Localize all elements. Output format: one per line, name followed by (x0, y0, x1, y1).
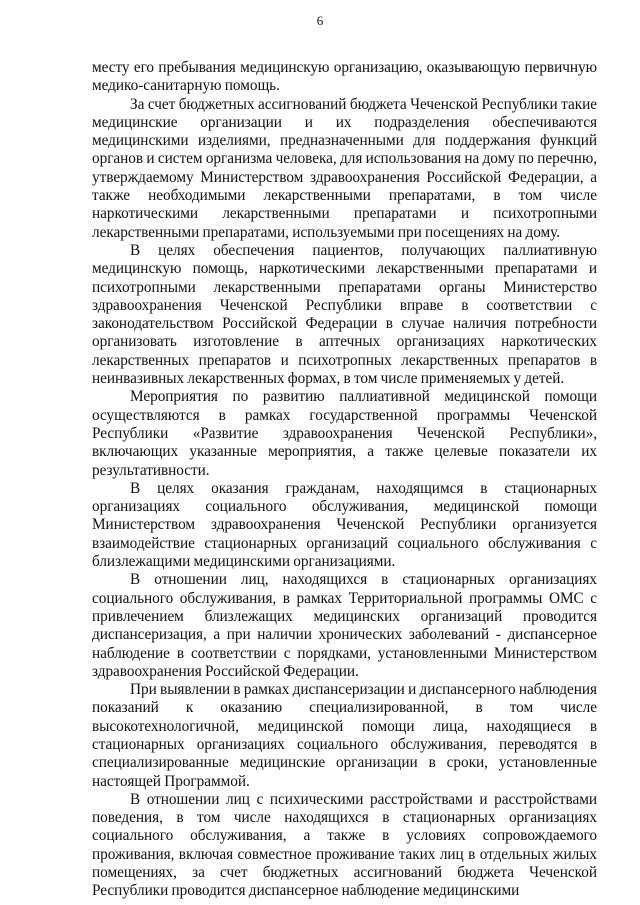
paragraph-continuation: месту его пребывания медицинскую организацию, оказывающую первичную медико-санитарную помощь. (92, 59, 597, 95)
paragraph-palliative-drugs: В целях обеспечения пациентов, получающих паллиативную медицинскую помощь, наркотическими лекарственными препаратами и психотропными лекарственными препаратами органы Министерство здравоохранения Чеченской Республики вправе в соответствии с законодательством Российской Федерации в случае наличия потребности организовать изготовление в аптечных организациях наркотических лекарственных препаратов и психотропных лекарственных препаратов в неинвазивных лекарственных формах, в том числе применяемых у детей. (92, 241, 597, 388)
page-number: 6 (316, 13, 324, 28)
paragraph-specialized-care: При выявлении в рамках диспансеризации и диспансерного наблюдения показаний к оказанию специализированной, в том числе высокотехнологичной, медицинской помощи лица, находящиеся в стационарных организациях социального обслуживания, переводятся в специализированные медицинские организации в сроки, установленные настоящей Программой. (92, 681, 597, 790)
paragraph-palliative-program: Мероприятия по развитию паллиативной медицинской помощи осуществляются в рамках государственной программы Чеченской Республики «Развитие здравоохранения Чеченской Республики», включающих указанные мероприятия, а также целевые показатели их результативности. (92, 388, 597, 479)
paragraph-dispensary-observation: В отношении лиц, находящихся в стационарных организациях социального обслуживания, в рамках Территориальной программы ОМС с привлечением близлежащих медицинских организаций проводится диспансеризация, а при наличии хронических заболеваний - диспансерное наблюдение в соответствии с порядками, установленными Министерством здравоохранения Российской Федерации. (92, 571, 597, 680)
paragraph-social-institutions: В целях оказания гражданам, находящимся в стационарных организациях социального обслуживания, медицинской помощи Министерством здравоохранения Чеченской Республики организуется взаимодействие стационарных организаций социального обслуживания с близлежащими медицинскими организациями. (92, 479, 597, 571)
paragraph-budget-funding: За счет бюджетных ассигнований бюджета Чеченской Республики такие медицинские организации и их подразделения обеспечиваются медицинскими изделиями, предназначенными для поддержания функций органов и систем организма человека, для использования на дому по перечню, утверждаемому Министерством здравоохранения Российской Федерации, а также необходимыми лекарственными препаратами, в том числе наркотическими лекарственными препаратами и психотропными лекарственными препаратами, используемыми при посещениях на дому. (92, 95, 597, 241)
document-body (92, 59, 597, 901)
paragraph-mental-disorders: В отношении лиц с психическими расстройствами и расстройствами поведения, в том числе находящихся в стационарных организациях социального обслуживания, а также в условиях сопровождаемого проживания, включая совместное проживание таких лиц в отдельных жилых помещениях, за счет бюджетных ассигнований бюджета Чеченской Республики проводится диспансерное наблюдение медицинскими (92, 790, 597, 900)
